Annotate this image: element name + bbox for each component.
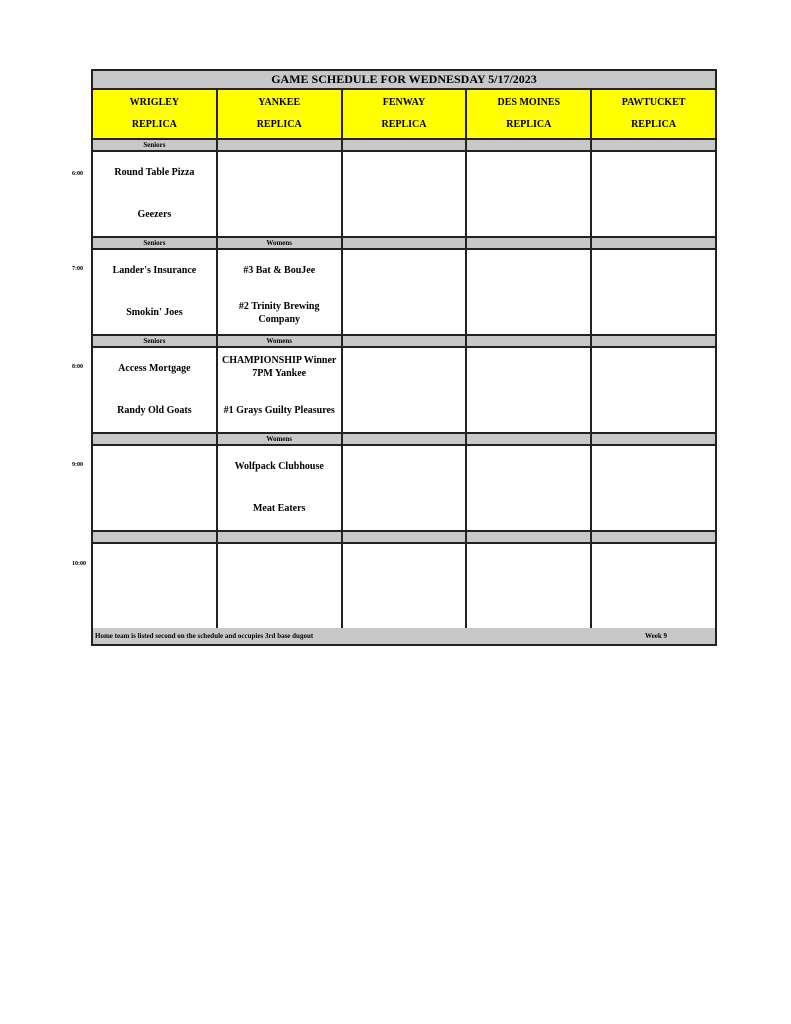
division-label: Seniors	[93, 238, 218, 250]
away-team: Wolfpack Clubhouse	[234, 461, 324, 472]
division-label	[343, 238, 468, 250]
division-label	[592, 532, 715, 544]
game-cell	[592, 348, 715, 434]
division-label: Seniors	[93, 336, 218, 348]
home-team: Meat Eaters	[252, 503, 306, 514]
field-header-pawtucket	[592, 90, 715, 140]
division-band	[93, 238, 715, 250]
division-label	[343, 140, 468, 152]
division-label	[467, 532, 592, 544]
division-band	[93, 532, 715, 544]
division-label	[592, 238, 715, 250]
game-cell	[218, 446, 343, 532]
game-cell	[467, 348, 592, 434]
game-cell	[592, 250, 715, 336]
field-sub: REPLICA	[256, 119, 302, 130]
time-label: 10:00	[72, 561, 86, 567]
home-team: #2 Trinity Brewing Company	[238, 301, 320, 325]
home-team: #1 Grays Guilty Pleasures	[223, 405, 335, 416]
game-cell	[218, 152, 343, 238]
game-cell	[343, 544, 468, 630]
field-header-row	[93, 90, 715, 140]
game-cell	[467, 544, 592, 630]
time-label: 7:00	[72, 266, 83, 272]
away-team: Lander's Insurance	[112, 265, 197, 276]
away-team: Access Mortgage	[118, 363, 191, 374]
division-band	[93, 140, 715, 152]
game-cell	[592, 152, 715, 238]
field-name: DES MOINES	[497, 97, 561, 108]
game-cell	[592, 544, 715, 630]
division-label	[93, 434, 218, 446]
time-label: 9:00	[72, 462, 83, 468]
game-cell	[343, 152, 468, 238]
field-header-yankee	[218, 90, 343, 140]
field-sub: REPLICA	[131, 119, 177, 130]
division-label	[343, 336, 468, 348]
division-label	[93, 532, 218, 544]
away-team: #3 Bat & BouJee	[243, 265, 316, 276]
division-label	[592, 434, 715, 446]
week-label: Week 9	[645, 632, 667, 640]
time-label: 8:00	[72, 364, 83, 370]
field-header-des-moines	[467, 90, 592, 140]
field-name: WRIGLEY	[129, 97, 180, 108]
division-label: Seniors	[93, 140, 218, 152]
schedule-footer	[93, 628, 715, 644]
game-cell	[343, 250, 468, 336]
field-name: YANKEE	[258, 97, 301, 108]
game-cell	[343, 348, 468, 434]
division-label	[467, 238, 592, 250]
field-header-fenway	[343, 90, 468, 140]
division-label	[467, 140, 592, 152]
division-label	[467, 336, 592, 348]
division-label	[592, 140, 715, 152]
home-team-note: Home team is listed second on the schedule and occupies 3rd base dugout	[95, 632, 314, 640]
game-cell	[218, 250, 343, 336]
game-cell	[93, 446, 218, 532]
time-slot-row	[93, 544, 715, 630]
field-name: FENWAY	[382, 97, 426, 108]
division-label: Womens	[218, 336, 343, 348]
time-slot-row	[93, 446, 715, 532]
schedule-sheet	[91, 69, 717, 646]
game-cell	[218, 348, 343, 434]
division-label	[592, 336, 715, 348]
game-cell	[93, 348, 218, 434]
division-label	[218, 140, 343, 152]
game-cell	[93, 250, 218, 336]
home-team: Randy Old Goats	[117, 405, 192, 416]
away-team: Round Table Pizza	[114, 167, 195, 178]
game-cell	[467, 250, 592, 336]
field-sub: REPLICA	[506, 119, 552, 130]
field-header-wrigley	[93, 90, 218, 140]
game-cell	[93, 152, 218, 238]
field-name: PAWTUCKET	[621, 97, 686, 108]
game-cell	[592, 446, 715, 532]
division-band	[93, 336, 715, 348]
game-cell	[343, 446, 468, 532]
game-cell	[218, 544, 343, 630]
time-slot-row	[93, 152, 715, 238]
game-cell	[93, 544, 218, 630]
time-slot-row	[93, 348, 715, 434]
division-band	[93, 434, 715, 446]
home-team: Geezers	[137, 209, 172, 220]
division-label	[218, 532, 343, 544]
game-cell	[467, 152, 592, 238]
field-sub: REPLICA	[631, 119, 677, 130]
field-sub: REPLICA	[381, 119, 427, 130]
game-cell	[467, 446, 592, 532]
division-label	[467, 434, 592, 446]
time-slot-row	[93, 250, 715, 336]
division-label: Womens	[218, 238, 343, 250]
home-team: Smokin' Joes	[126, 307, 183, 318]
time-label: 6:00	[72, 171, 83, 177]
away-team: CHAMPIONSHIP Winner 7PM Yankee	[222, 355, 337, 379]
schedule-title: GAME SCHEDULE FOR WEDNESDAY 5/17/2023	[93, 71, 715, 90]
division-label: Womens	[218, 434, 343, 446]
division-label	[343, 532, 468, 544]
division-label	[343, 434, 468, 446]
